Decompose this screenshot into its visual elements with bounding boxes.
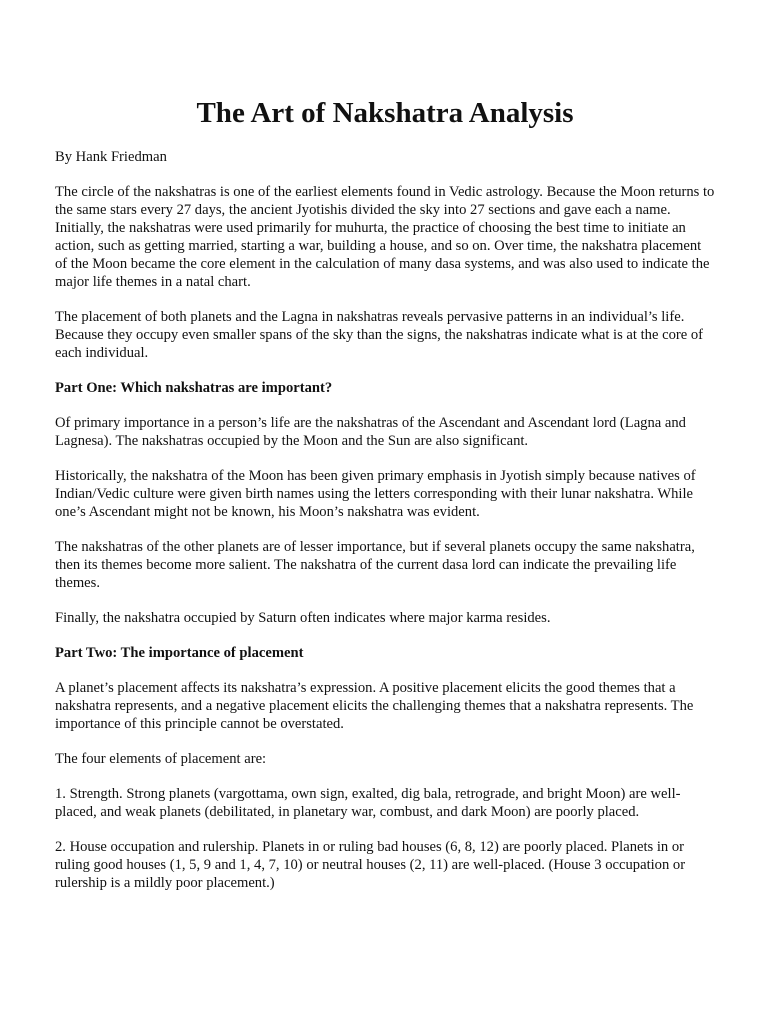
- paragraph-intro: The circle of the nakshatras is one of the earliest elements found in Vedic astrology. Because the Moon returns to the same stars every 27 days, the ancient Jyotishis divided the sky into 27 sections and gave each a name. Initially, the nakshatras were used primarily for muhurta, the practice of choosing the best time to initiate an action, such as getting married, starting a war, building a house, and so on. Over time, the nakshatra placement of the Moon became the core element in the calculation of many dasa systems, and was also used to indicate the major life themes in a natal chart.: [55, 184, 715, 290]
- paragraph-other-planets: The nakshatras of the other planets are of lesser importance, but if several planets occupy the same nakshatra, then its themes become more salient. The nakshatra of the current dasa lord can indicate the prevailing life themes.: [55, 539, 695, 591]
- document-page: [55, 0, 715, 892]
- paragraph-house-occupation: 2. House occupation and rulership. Planets in or ruling bad houses (6, 8, 12) are poorly placed. Planets in or ruling good houses (1, 5, 9 and 1, 4, 7, 10) or neutral houses (2, 11) are well-placed. (House 3 occupation or rulership is a mildly poor placement.): [55, 839, 686, 891]
- paragraph-placement-expression: A planet’s placement affects its nakshatra’s expression. A positive placement elicits the good themes that a nakshatra represents, and a negative placement elicits the challenging themes that a nakshatra represents. The importance of this principle cannot be overstated.: [55, 680, 694, 732]
- paragraph-four-elements: The four elements of placement are:: [55, 751, 267, 767]
- author-byline: By Hank Friedman: [55, 149, 167, 165]
- section-heading-part-two: Part Two: The importance of placement: [55, 645, 304, 661]
- paragraph-primary-importance: Of primary importance in a person’s life are the nakshatras of the Ascendant and Ascendant lord (Lagna and Lagnesa). The nakshatras occupied by the Moon and the Sun are also significant.: [55, 415, 686, 449]
- paragraph-saturn: Finally, the nakshatra occupied by Saturn often indicates where major karma resides.: [55, 610, 551, 626]
- section-heading-part-one: Part One: Which nakshatras are important?: [55, 380, 333, 396]
- paragraph-historically: Historically, the nakshatra of the Moon has been given primary emphasis in Jyotish simply because natives of Indian/Vedic culture were given birth names using the letters corresponding with their lunar nakshatra. While one’s Ascendant might not be known, his Moon’s nakshatra was evident.: [55, 468, 696, 520]
- paragraph-placement-patterns: The placement of both planets and the Lagna in nakshatras reveals pervasive patterns in an individual’s life. Because they occupy even smaller spans of the sky than the signs, the nakshatras indicate what is at the core of each individual.: [55, 309, 704, 361]
- paragraph-strength: 1. Strength. Strong planets (vargottama, own sign, exalted, dig bala, retrograde, and bright Moon) are well-placed, and weak planets (debilitated, in planetary war, combust, and dark Moon) are poorly placed.: [55, 786, 681, 820]
- document-title: The Art of Nakshatra Analysis: [196, 97, 574, 129]
